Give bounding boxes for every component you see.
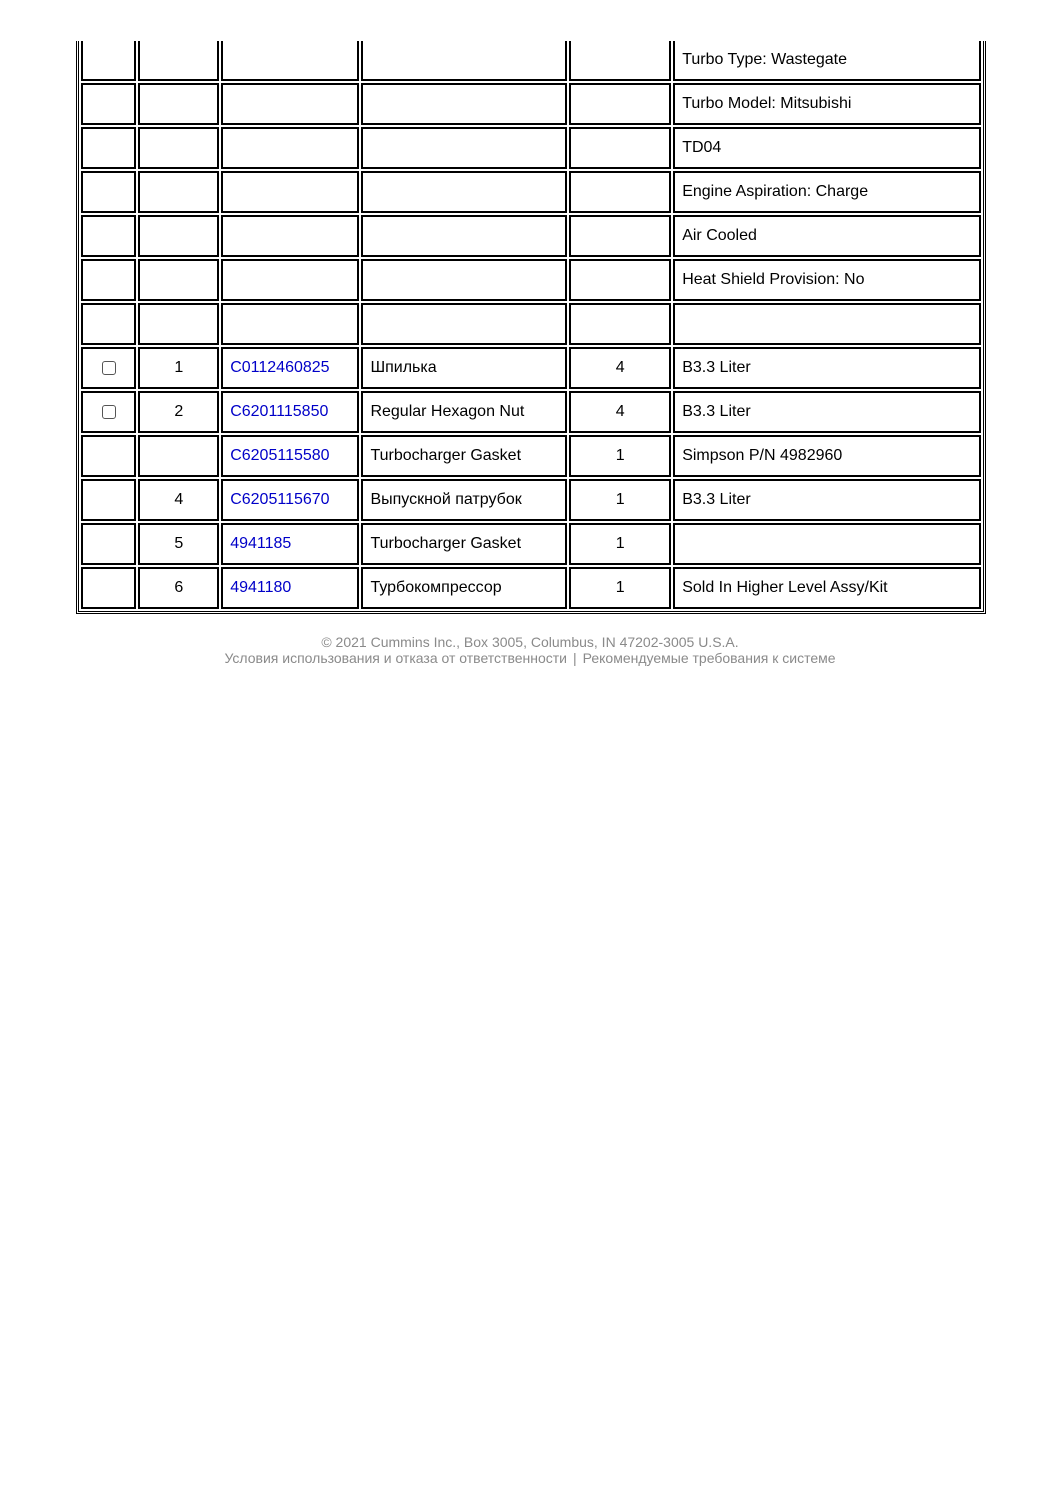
part-number-cell [221, 391, 359, 433]
part-number-cell [221, 303, 359, 345]
remarks-cell: Engine Aspiration: Charge [673, 171, 981, 213]
select-cell [81, 479, 136, 521]
item-number-cell: 1 [138, 347, 219, 389]
select-cell [81, 567, 136, 609]
remarks-cell: B3.3 Liter [673, 391, 981, 433]
quantity-cell: 4 [569, 391, 671, 433]
select-cell [81, 347, 136, 389]
select-cell [81, 435, 136, 477]
select-cell [81, 41, 136, 81]
description-cell: Turbocharger Gasket [361, 523, 567, 565]
description-cell [361, 215, 567, 257]
part-number-link[interactable]: C6201115850 [230, 403, 329, 420]
item-number-cell [138, 127, 219, 169]
part-number-link[interactable]: C0112460825 [230, 359, 330, 376]
row-checkbox[interactable] [102, 405, 116, 419]
row-checkbox[interactable] [102, 361, 116, 375]
description-cell: Выпускной патрубок [361, 479, 567, 521]
parts-table [79, 41, 983, 611]
remarks-cell: Turbo Type: Wastegate [673, 41, 981, 81]
table-row [81, 303, 981, 345]
remarks-cell: Heat Shield Provision: No [673, 259, 981, 301]
table-row [81, 479, 981, 521]
remarks-cell [673, 523, 981, 565]
table-row [81, 391, 981, 433]
select-cell [81, 523, 136, 565]
terms-link[interactable]: Условия использования и отказа от ответственности [224, 650, 567, 666]
table-row [81, 259, 981, 301]
item-number-cell [138, 83, 219, 125]
select-cell [81, 215, 136, 257]
remarks-cell: B3.3 Liter [673, 347, 981, 389]
copyright-text: © 2021 Cummins Inc., Box 3005, Columbus, IN 47202-3005 U.S.A. [321, 634, 739, 650]
item-number-cell [138, 259, 219, 301]
select-cell [81, 83, 136, 125]
quantity-cell: 1 [569, 567, 671, 609]
part-number-cell [221, 567, 359, 609]
part-number-cell [221, 41, 359, 81]
part-number-cell [221, 83, 359, 125]
select-cell [81, 171, 136, 213]
quantity-cell [569, 41, 671, 81]
description-cell [361, 41, 567, 81]
description-cell: Regular Hexagon Nut [361, 391, 567, 433]
item-number-cell: 2 [138, 391, 219, 433]
remarks-cell: B3.3 Liter [673, 479, 981, 521]
remarks-cell: Sold In Higher Level Assy/Kit [673, 567, 981, 609]
item-number-cell: 5 [138, 523, 219, 565]
description-cell: Турбокомпрессор [361, 567, 567, 609]
part-number-cell [221, 523, 359, 565]
description-cell: Шпилька [361, 347, 567, 389]
quantity-cell [569, 83, 671, 125]
parts-table-container [76, 41, 986, 614]
item-number-cell [138, 435, 219, 477]
table-row [81, 171, 981, 213]
system-requirements-link[interactable]: Рекомендуемые требования к системе [582, 650, 836, 666]
quantity-cell [569, 215, 671, 257]
item-number-cell: 6 [138, 567, 219, 609]
item-number-cell [138, 215, 219, 257]
quantity-cell [569, 127, 671, 169]
quantity-cell: 1 [569, 435, 671, 477]
part-number-link[interactable]: 4941180 [230, 579, 292, 596]
part-number-cell [221, 259, 359, 301]
part-number-cell [221, 171, 359, 213]
description-cell [361, 171, 567, 213]
quantity-cell [569, 259, 671, 301]
description-cell [361, 127, 567, 169]
table-row [81, 83, 981, 125]
table-row [81, 347, 981, 389]
table-row [81, 127, 981, 169]
select-cell [81, 303, 136, 345]
item-number-cell [138, 171, 219, 213]
quantity-cell [569, 303, 671, 345]
page-footer [0, 634, 1060, 666]
item-number-cell [138, 41, 219, 81]
quantity-cell: 4 [569, 347, 671, 389]
select-cell [81, 259, 136, 301]
table-row [81, 523, 981, 565]
quantity-cell: 1 [569, 523, 671, 565]
quantity-cell: 1 [569, 479, 671, 521]
table-row [81, 215, 981, 257]
remarks-cell: Turbo Model: Mitsubishi [673, 83, 981, 125]
item-number-cell [138, 303, 219, 345]
part-number-cell [221, 127, 359, 169]
description-cell [361, 83, 567, 125]
part-number-link[interactable]: C6205115580 [230, 447, 330, 464]
remarks-cell [673, 303, 981, 345]
quantity-cell [569, 171, 671, 213]
item-number-cell: 4 [138, 479, 219, 521]
footer-separator: | [573, 650, 577, 666]
table-row [81, 41, 981, 81]
remarks-cell: TD04 [673, 127, 981, 169]
part-number-link[interactable]: 4941185 [230, 535, 292, 552]
remarks-cell: Simpson P/N 4982960 [673, 435, 981, 477]
description-cell [361, 259, 567, 301]
part-number-link[interactable]: C6205115670 [230, 491, 330, 508]
part-number-cell [221, 215, 359, 257]
part-number-cell [221, 435, 359, 477]
part-number-cell [221, 347, 359, 389]
description-cell: Turbocharger Gasket [361, 435, 567, 477]
table-row [81, 567, 981, 609]
description-cell [361, 303, 567, 345]
select-cell [81, 127, 136, 169]
remarks-cell: Air Cooled [673, 215, 981, 257]
table-row [81, 435, 981, 477]
select-cell [81, 391, 136, 433]
part-number-cell [221, 479, 359, 521]
